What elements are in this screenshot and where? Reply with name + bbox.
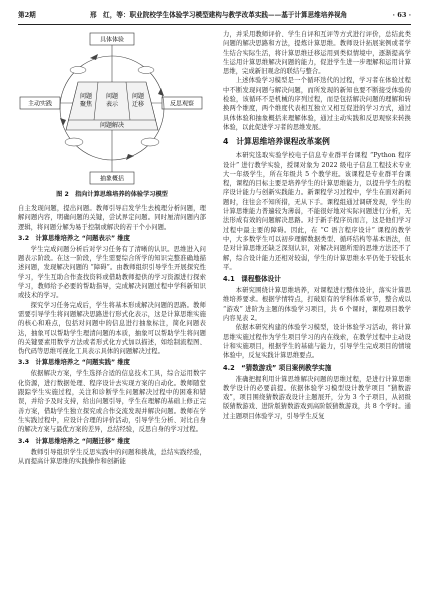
section-3-2-paragraph-2: 探究学习任务完成后，学生将基本形成解决问题的思路。教师需要引导学生将问题解决思路进行形式化表示，这是计算思维实施的核心和难点，包括对问题中的信息进行抽象标注，简化问题表达，抽象可以帮助学生理清问题的本质，抽象可以帮助学生将问题的关键要素用数学方法或者形式化方式加以描述，如绘制流程图、伪代码等思维可视化工具表示具体的问题解决过程。 xyxy=(18,301,206,356)
connector-oval-top-right xyxy=(138,67,154,74)
inner-label-transfer-2: 迁移 xyxy=(131,101,145,108)
arrow-right xyxy=(158,88,164,96)
section-3-4-paragraph: 教师引导组织学生反思实践中的问题和挑战，总结实践经验，从而提高计算思维的实践操作和创新能 xyxy=(18,448,206,465)
issue-number: 第2期 xyxy=(18,11,36,19)
left-column xyxy=(18,30,206,466)
right-column xyxy=(223,30,411,421)
experiential-learning-diagram xyxy=(18,30,206,188)
section-3-2-heading: 3.2 计算思维培养之 “问题表示” 维度 xyxy=(18,234,130,242)
section-4-1-paragraph-2: 依据本研究构建的体验学习模型，设计体验学习活动，将计算思维实施过程作为学生项目学习的内在线索，在教学过程中主动设计和实施项目，根据学生的基础与能力，引导学生完成项目的情境体验中，反复实践计算思维要点。 xyxy=(223,324,411,360)
section-3-3-paragraph: 依据解决方案，学生选择合适的信息技术工具，综合运用数字化资源，进行数据处理、程序设计去实现方案的自动化。教师随堂跟踪学生实施过程，关注和诊断学生问题解决过程中的困难和错误，并给予及时支持，给出问题引导，学生在理解的基础上修正完善方案，借助学生独立探究或合作交流发现并解决问题。教师在学生实践过程中，应设计合理的评价活动，引导学生分析、对比自身的解决方案与最优方案的差异，总结经验，反思自身的学习过程。 xyxy=(18,370,206,434)
inner-label-focus-1: 问题 xyxy=(79,93,93,100)
section-3-4-heading: 3.4 计算思维培养之 “问题迁移” 维度 xyxy=(18,437,130,445)
page-number: · 63 · xyxy=(392,11,411,19)
connector-oval-right xyxy=(141,138,159,146)
arrow-top xyxy=(90,54,98,60)
right-top-paragraph: 力，并采用教师评价、学生自评和互评等方式进行评价，总结此类问题的解决思路和方法，提炼计算思维。教师设计拓展案例或者学生结合实际生活，将计算思维迁移运用到类似情境中，逐渐提高学生运用计算思维解决问题的能力，促进学生进一步理解和运用计算思维，完成新旧观念的联结与整合。 xyxy=(223,31,411,76)
section-3-3-heading: 3.3 计算思维培养之 “问题实践” 维度 xyxy=(18,359,130,367)
connector-oval-top-left xyxy=(70,67,86,74)
arrow-bottom xyxy=(126,154,134,160)
figure-2 xyxy=(18,30,206,188)
node-top-label: 具体体验 xyxy=(99,36,125,44)
inner-label-solve: 问题解决 xyxy=(99,122,125,129)
arrow-left xyxy=(60,118,66,126)
section-4-paragraph: 本研究选取实验学校电子信息专业群平台课程 “Python 程序设计” 进行教学实验，授课对象为 2022 级电子信息工程技术专业大一年级学生，所在年级共 5 个教学班。该课程是专业群平台课程，课程的目标主要是培养学生的计算思维能力，以提升学生的程序设计能力与创新实践能力。新课程学习过程中，学生在面对新问题时，往往会不知所措，无从下手。课程组通过调研发现，学生的计算思维能力普遍较为薄弱，不能很好地对实际问题进行分析，无法形成有效的问题解决思路。对于新手程序员而言，这是他们学习过程中最主要的障碍。因此，在 “C 语言程序设计” 课程的教学中，大多数学生可以初步理解数据类型、循环结构等基本语法，但是对计算思维还缺乏深刻认识，对解决问题所需的思维方法还不了解，综合设计能力还相对较弱，学生的计算思维水平仍处于较低水平。 xyxy=(223,152,411,271)
section-4-heading: 4 计算思维培养课程改革案例 xyxy=(223,137,330,147)
left-intro-paragraph: 自主发现问题，提出问题。教师引导启发学生去梳理分析问题，理解问题内容，明确问题的关键，尝试界定问题。同时厘清问题内部逻辑，将问题分解为易于控制或解决的若干个小问题。 xyxy=(18,205,206,231)
page-header xyxy=(18,8,411,22)
node-bottom-label: 抽象概括 xyxy=(99,175,125,183)
section-4-2-paragraph: 准确把握利用计算思维解决问题的思维过程，是进行计算思维教学设计的必要前提。依据体验学习模型设计教学项目 “猜数游戏”，项目围绕猜数游戏设计主题展开，分为 3 个子项目，从初级版猜数游戏、进阶版猜数游戏到高阶版猜数游戏，共 8 个学时。通过主题项目体验学习，引导学生反复 xyxy=(223,375,411,420)
right-cycle-paragraph: 上述体验学习模型是一个循环迭代的过程，学习者在体验过程中不断发现问题与解决问题，而所发现的新知也要不断接受体验的检验，该循环不是机械的序列过程，而是包括解决问题的理解和转换两个维度，两个维度代表相互独立又相互促进的学习方式，通过具体体验和抽象概括来理解体验，通过主动实践和反思观察来转换体验，以此促进学习者的思维发展。 xyxy=(223,77,411,131)
section-4-2-heading: 4.2 “猜数游戏” 项目案例教学实施 xyxy=(223,363,332,372)
figure-caption: 图 2 指向计算思维培养的体验学习模型 xyxy=(56,191,168,198)
inner-label-represent-1: 问题 xyxy=(105,93,119,100)
inner-label-focus-2: 聚焦 xyxy=(79,101,93,108)
section-4-1-paragraph-1: 本研究围绕计算思维培养，对课程进行整体设计，落实计算思维培养要求。根据学情特点，打破原有的学科体系章节，整合成以 “游戏” 进阶为主题的体验学习项目，共 6 个课时，课程项目教学内容见表 2。 xyxy=(223,287,411,323)
header-rule xyxy=(18,24,411,25)
inner-label-transfer-1: 问题 xyxy=(131,93,145,100)
section-4-1-heading: 4.1 课程整体设计 xyxy=(223,275,281,284)
running-title: 邢 红，等：职业院校学生体验学习模型建构与教学改革实践——基于计算思维培养视角 xyxy=(90,11,348,19)
node-right-label: 反思观察 xyxy=(169,100,195,108)
connector-oval-left xyxy=(65,138,83,146)
inner-label-represent-2: 表示 xyxy=(105,101,119,108)
node-left-label: 主动实践 xyxy=(27,100,53,108)
section-3-2-paragraph-1: 学生完成问题分析后对学习任务有了清晰的认识。思维进入问题表示阶段。在这一阶段，学生需要综合所学的知识完整准确地描述问题，发现解决问题的 “障碍”。由教师组织引导学生开展探究性学习，学生互助合作查找资料或借助教师提供的学习资源进行探索学习，教师给予必要的帮助指导，完成解决问题过程中学科新知识或技术的学习。 xyxy=(18,245,206,300)
